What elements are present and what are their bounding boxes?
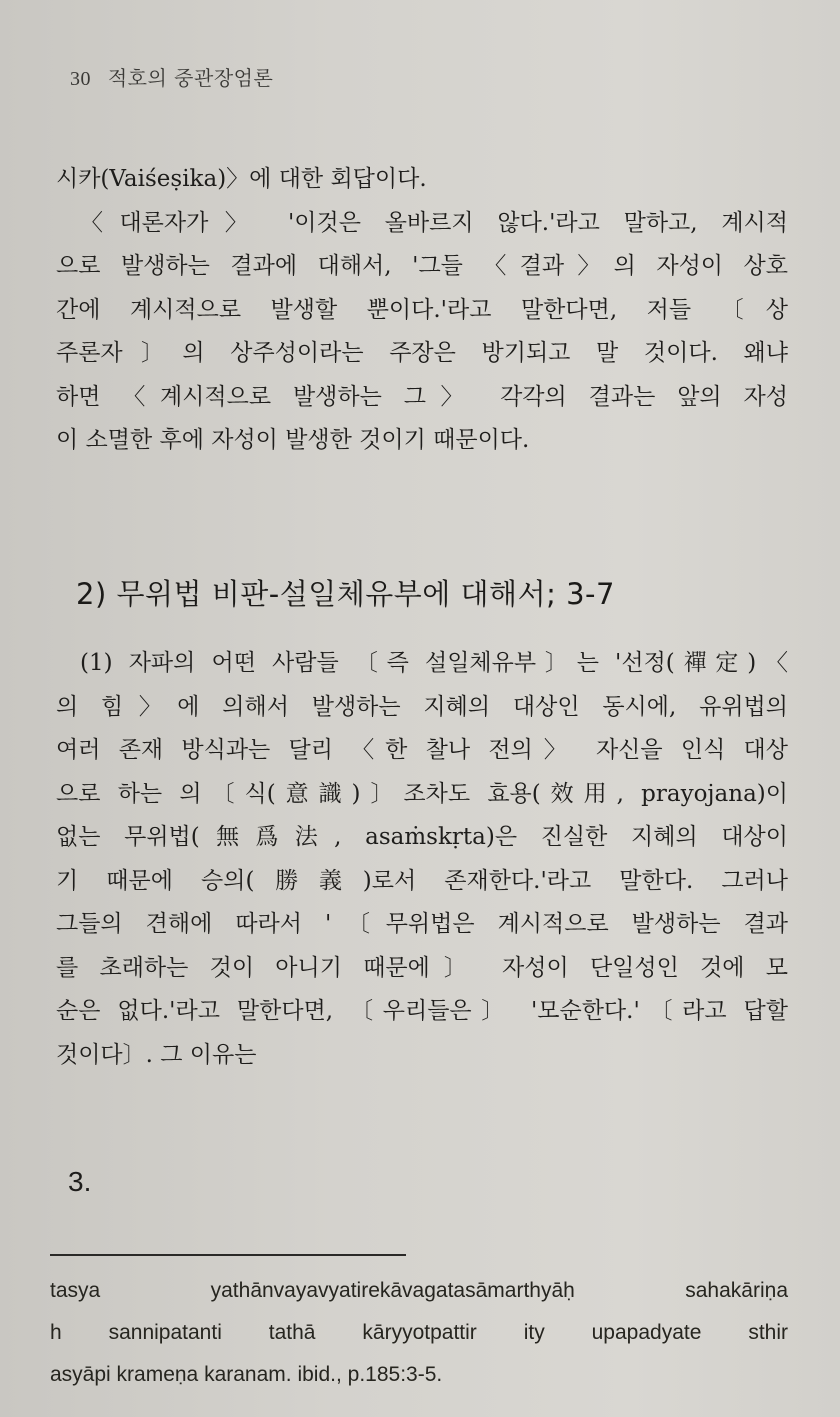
page-number: 30 — [70, 68, 91, 90]
paragraph-line: 시카(Vaiśeṣika)〉에 대한 회답이다. — [56, 166, 427, 192]
paragraph-line: 기 때문에 승의(勝義)로서 존재한다.'라고 말한다. 그러나 — [56, 867, 788, 894]
paragraph-line: 으로 발생하는 결과에 대해서, '그들 〈결과〉의 자성이 상호 — [56, 253, 788, 279]
paragraph-line: 없는 무위법(無爲法, asaṁskṛta)은 진실한 지혜의 대상이 — [56, 824, 788, 850]
paragraph-line: 의 힘〉에 의해서 발생하는 지혜의 대상인 동시에, 유위법의 — [56, 693, 788, 720]
paragraph-line: 〈대론자가〉 '이것은 올바르지 않다.'라고 말하고, 계시적 — [80, 209, 788, 236]
paragraph-line: 하면 〈계시적으로 발생하는 그〉 각각의 결과는 앞의 자성 — [56, 383, 788, 410]
section-number: 3. — [68, 1166, 92, 1197]
paragraph-line: 으로 하는 의〔식(意識)〕조차도 효용(效用, prayojana)이 — [56, 780, 788, 807]
paragraph-line: (1) 자파의 어떤 사람들 〔즉 설일체유부〕는 '선정(禪定)〈 — [80, 650, 788, 676]
paragraph-line: 그들의 견해에 따라서 '〔무위법은 계시적으로 발생하는 결과 — [56, 911, 788, 937]
paragraph-line: 이 소멸한 후에 자성이 발생한 것이기 때문이다. — [56, 427, 530, 453]
paragraph-line: 주론자〕의 상주성이라는 주장은 방기되고 말 것이다. 왜냐 — [56, 340, 788, 366]
paragraph-line: 간에 계시적으로 발생할 뿐이다.'라고 말한다면, 저들 〔상 — [56, 296, 788, 323]
paragraph-line: 를 초래하는 것이 아니기 때문에〕 자성이 단일성인 것에 모 — [56, 954, 788, 981]
paragraph-line: 것이다〕. 그 이유는 — [56, 1041, 257, 1068]
paragraph-line: 여러 존재 방식과는 달리 〈한 찰나 전의〉 자신을 인식 대상 — [56, 737, 788, 763]
footnote-divider — [50, 1254, 406, 1256]
paragraph-line: 순은 없다.'라고 말한다면, 〔우리들은〕 '모순한다.'〔라고 답할 — [56, 998, 788, 1024]
book-title: 적호의 중관장엄론 — [107, 66, 274, 90]
footnote-line: asyāpi krameṇa karanam. ibid., p.185:3-5. — [50, 1363, 443, 1386]
paragraph-1 — [56, 158, 788, 463]
footnote-line: h sannipatanti tathā kāryyotpattir ity upapadyate sthir — [50, 1321, 788, 1344]
paragraph-2 — [56, 642, 788, 1077]
footnote — [50, 1270, 788, 1396]
section-heading: 2) 무위법 비판-설일체유부에 대해서; 3-7 — [76, 577, 615, 611]
running-head — [70, 62, 273, 91]
footnote-line: tasya yathānvayavyatirekāvagatasāmarthyāḥ sahakāriṇa — [50, 1279, 788, 1302]
